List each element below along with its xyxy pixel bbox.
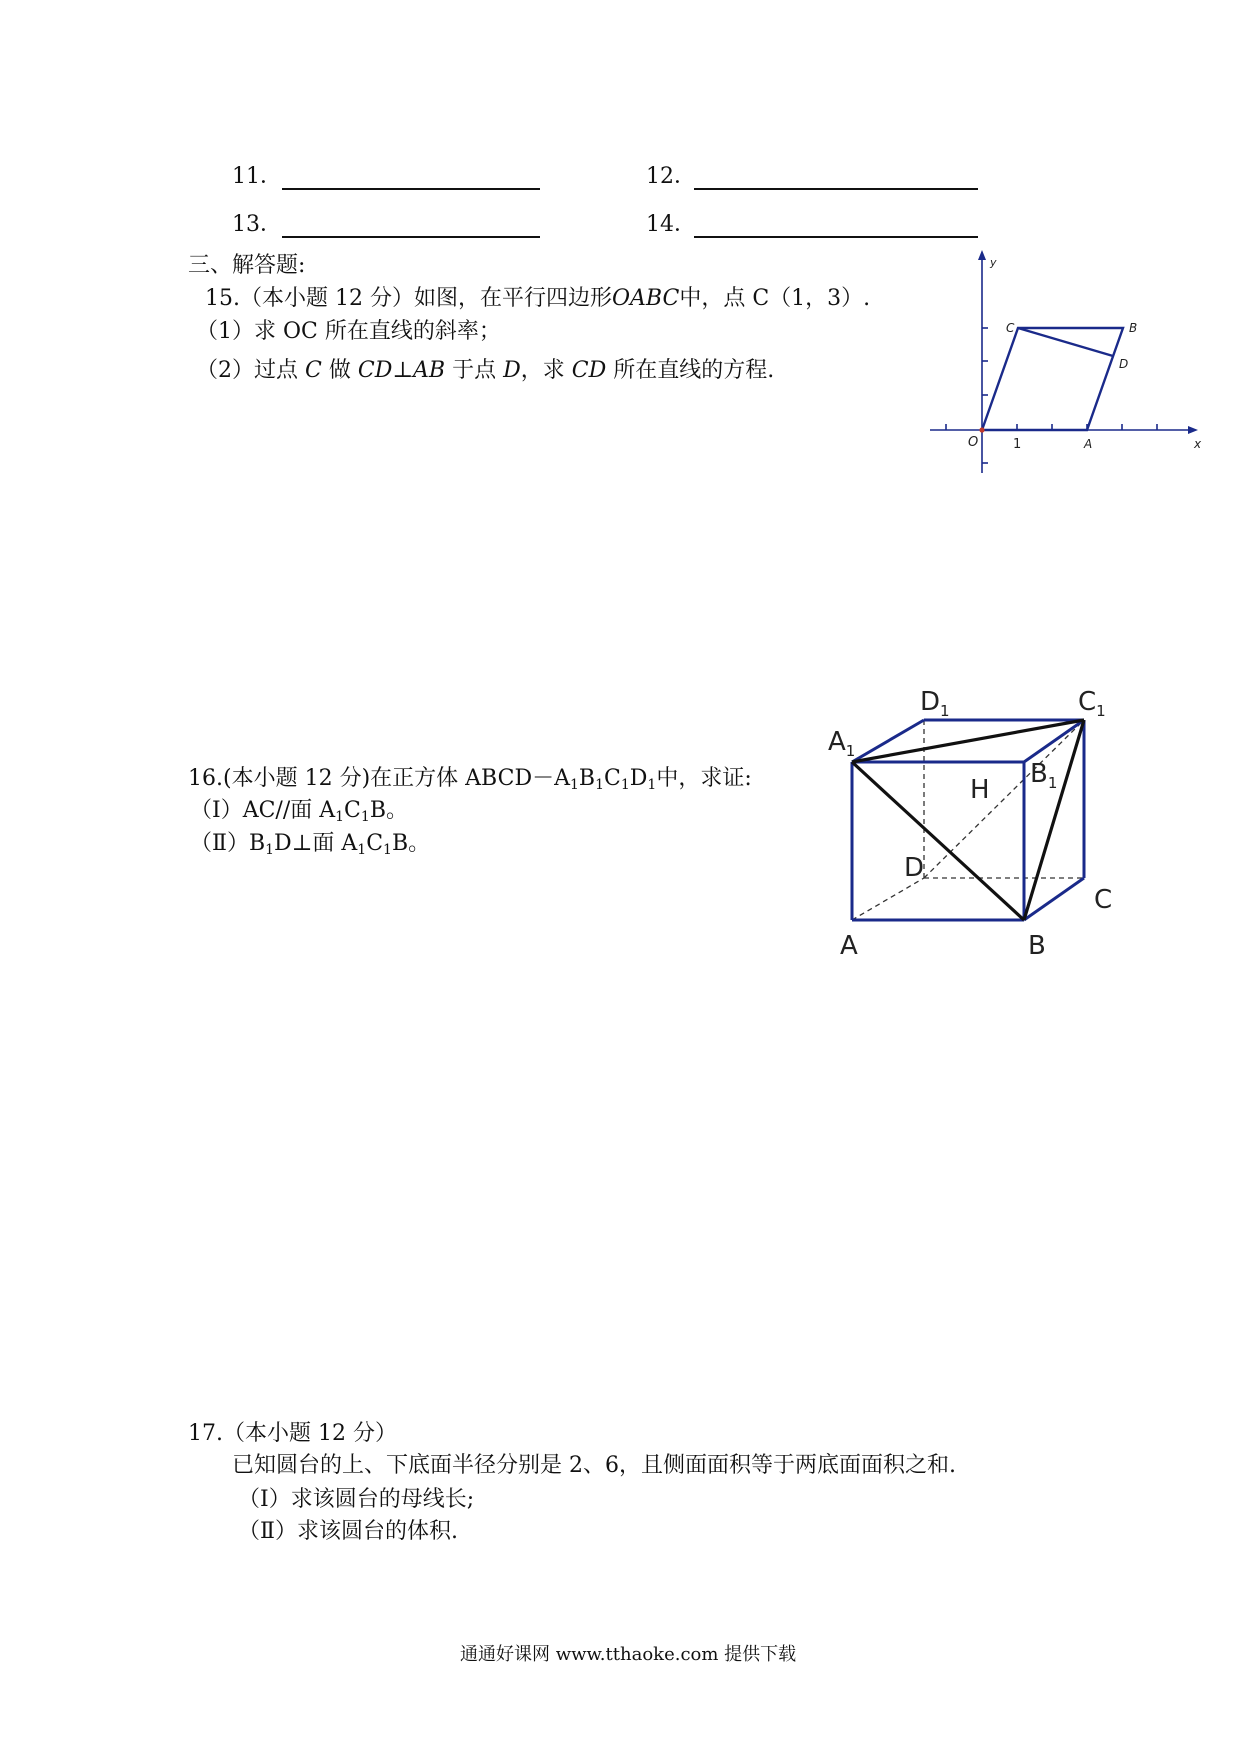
- blank-11-line[interactable]: [282, 188, 540, 190]
- q15-part2-d: D: [503, 358, 521, 383]
- label-D1: $D_1$: [920, 687, 950, 720]
- q15-part2-cd: CD: [357, 358, 393, 383]
- q16-sub: 1: [265, 842, 275, 858]
- q15-part2: [196, 357, 774, 385]
- blank-13-label: 13．: [232, 212, 282, 237]
- point-A-label: A: [1084, 437, 1093, 451]
- label-B1: $B_1$: [1030, 759, 1058, 792]
- label-H: H: [970, 775, 990, 805]
- q16-text-c: C: [604, 766, 621, 791]
- q16-part1-a: （Ⅰ）AC//面 A: [190, 798, 336, 823]
- q16-sub: 1: [357, 842, 367, 858]
- q16-sub: 1: [620, 777, 630, 793]
- parallelogram-OABC: [982, 328, 1123, 430]
- q16-part2-d: B。: [391, 831, 431, 856]
- q15-middle: 中，点 C（1，3）.: [679, 286, 871, 311]
- q15-part1: （1）求 OC 所在直线的斜率；: [196, 319, 501, 344]
- q17-part2: （Ⅱ）求该圆台的体积.: [238, 1519, 458, 1544]
- q15-parallelogram-figure: [930, 248, 1210, 480]
- origin-label: O: [968, 435, 979, 450]
- q16-sub: 1: [335, 809, 345, 825]
- q15-part2-a: （2）过点: [196, 358, 298, 383]
- q16-sub: 1: [569, 777, 579, 793]
- q15-stem: [205, 285, 870, 313]
- y-axis-arrow: [978, 250, 986, 260]
- label-A1: $A_1$: [828, 727, 856, 760]
- q16-part1-b: C: [344, 798, 361, 823]
- q15-part2-e: ，求: [520, 358, 565, 383]
- point-C-label: C: [1006, 321, 1015, 335]
- blank-14-label: 14．: [646, 212, 696, 237]
- blank-12-label: 12．: [646, 164, 696, 189]
- q16-text-d: D: [629, 766, 648, 791]
- q16-sub: 1: [360, 809, 370, 825]
- label-D: D: [904, 853, 925, 883]
- q17-part1: （Ⅰ）求该圆台的母线长;: [238, 1487, 475, 1512]
- q17-stem: 已知圆台的上、下底面半径分别是 2、6，且侧面面积等于两底面面积之和.: [232, 1453, 956, 1478]
- origin-point: [979, 427, 984, 432]
- q15-intro: 如图，在平行四边形: [413, 286, 612, 311]
- point-B-label: B: [1129, 321, 1138, 335]
- section-title: 三、解答题:: [188, 253, 306, 278]
- q15-number: 15.: [205, 286, 240, 311]
- q16-cube-figure: [828, 672, 1138, 962]
- x-axis-arrow: [1188, 426, 1198, 434]
- q16-part1: [190, 797, 408, 825]
- q15-part2-f: 所在直线的方程.: [613, 358, 775, 383]
- q15-part2-c: C: [305, 358, 322, 383]
- q16-part2-b: D⊥面 A: [274, 831, 358, 856]
- blank-13-line[interactable]: [282, 236, 540, 238]
- segment-CD: [1018, 328, 1113, 356]
- x-axis-label: x: [1194, 437, 1202, 451]
- q16-part1-c: B。: [369, 798, 408, 823]
- q16-text-a: 在正方体 ABCD－A: [370, 766, 570, 791]
- q15-shape: OABC: [612, 286, 680, 311]
- q16-sub: 1: [647, 777, 657, 793]
- label-B: B: [1028, 931, 1046, 961]
- q16-part2: [190, 830, 430, 858]
- q16-text-e: 中，求证:: [656, 766, 752, 791]
- label-A: A: [840, 931, 858, 961]
- q17-heading: [188, 1420, 397, 1448]
- q16-number: 16.: [188, 766, 223, 791]
- q16-stem: [188, 765, 752, 793]
- q16-score: (本小题 12 分): [223, 766, 371, 791]
- blank-14-line[interactable]: [694, 236, 978, 238]
- q15-score: （本小题 12 分）: [240, 286, 414, 311]
- label-C: C: [1094, 885, 1113, 915]
- q16-text-b: B: [578, 766, 596, 791]
- tick-one-label: 1: [1013, 437, 1022, 452]
- y-axis-label: y: [990, 256, 997, 269]
- q15-part2-ab: AB: [413, 358, 446, 383]
- q16-part2-a: （Ⅱ）B: [190, 831, 266, 856]
- q16-sub: 1: [383, 842, 392, 858]
- blank-12-line[interactable]: [694, 188, 978, 190]
- edge-AD-hidden: [852, 878, 924, 920]
- q15-part2-c2: 于点: [452, 358, 497, 383]
- q17-score: （本小题 12 分）: [223, 1421, 397, 1446]
- edge-BC: [1024, 878, 1084, 920]
- q15-part2-perp: ⊥: [392, 358, 414, 383]
- blank-11-label: 11．: [232, 164, 282, 189]
- segment-A1B: [852, 762, 1024, 920]
- point-D-label: D: [1119, 357, 1129, 371]
- q17-number: 17.: [188, 1421, 223, 1446]
- label-C1: $C_1$: [1078, 687, 1106, 720]
- q15-part2-cd2: CD: [571, 358, 607, 383]
- q16-sub: 1: [595, 777, 604, 793]
- q15-part2-b: 做: [328, 358, 351, 383]
- page-footer: 通通好课网 www.tthaoke.com 提供下载: [460, 1644, 797, 1665]
- q16-part2-c: C: [366, 831, 384, 856]
